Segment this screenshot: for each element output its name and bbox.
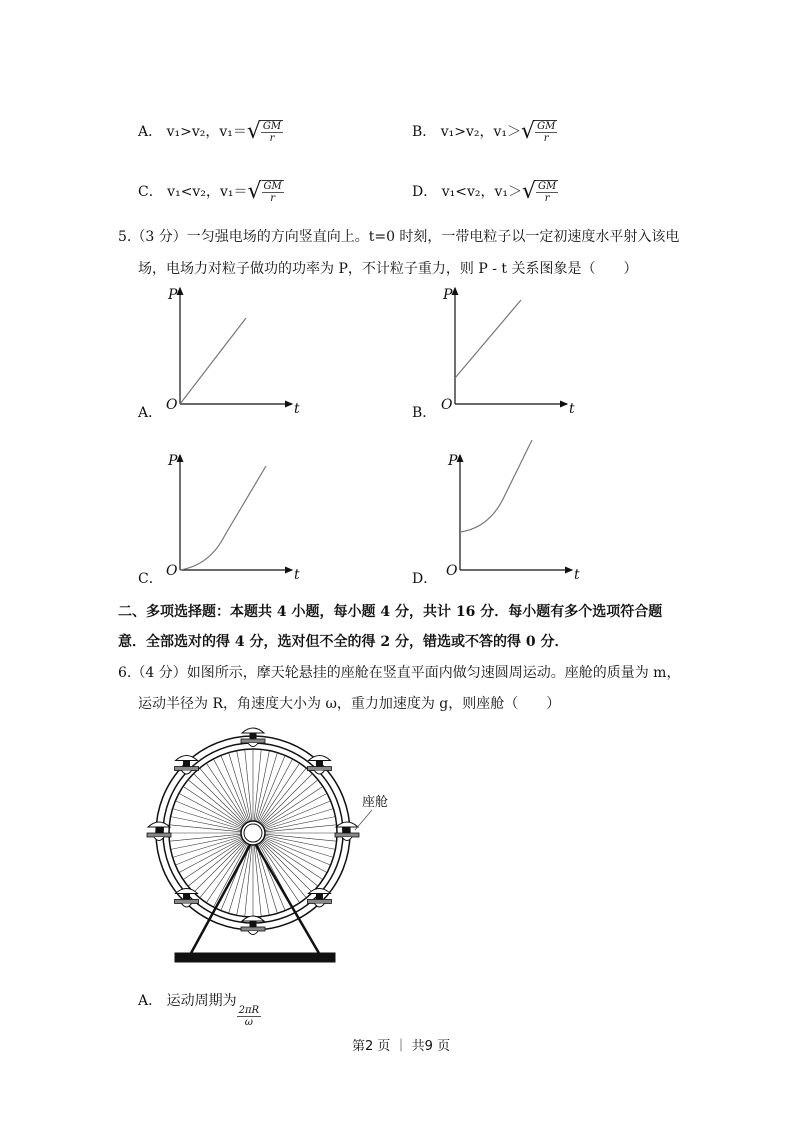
frac-den: ω xyxy=(244,1017,253,1028)
cabin xyxy=(241,916,265,935)
q5-text-line1: 5.（3 分）一匀强电场的方向竖直向上。t=0 时刻，一带电粒子以一定初速度水平射入该电 xyxy=(118,229,680,245)
spoke xyxy=(183,786,243,826)
spoke xyxy=(261,774,312,825)
graph-b xyxy=(455,288,567,404)
graph-c-origin: O xyxy=(166,563,178,579)
option-label: B． xyxy=(412,124,437,140)
q4-option-d: D． v₁<v₂，v₁＞ √ $\frac{GM}{r}$ xyxy=(412,179,557,204)
graph-d-x-label: t xyxy=(574,567,580,583)
graph-a-x-label: t xyxy=(294,401,300,417)
spoke xyxy=(206,763,246,823)
section-2-heading-line1: 二、多项选择题：本题共 4 小题，每小题 4 分，共计 16 分．每小题有多个选项符合题 xyxy=(118,604,663,620)
graph-a-y-label: P xyxy=(168,287,178,303)
spoke xyxy=(263,786,323,826)
q6-text-line1: 6.（4 分）如图所示，摩天轮悬挂的座舱在竖直平面内做匀速圆周运动。座舱的质量为 m， xyxy=(118,665,681,681)
graph-b-x-label: t xyxy=(569,401,575,417)
cabin xyxy=(147,822,171,841)
graph-a-label: A． xyxy=(138,405,163,421)
option-label: A． xyxy=(138,124,163,140)
graph-b-y-label: P xyxy=(443,287,453,303)
spoke xyxy=(206,843,246,903)
graph-b-origin: O xyxy=(441,397,453,413)
graph-d-y-label: P xyxy=(448,453,458,469)
option-text: 运动周期为 xyxy=(166,993,237,1009)
q4-option-c: C． v₁<v₂，v₁＝ √ $\frac{GM}{r}$ xyxy=(138,179,282,204)
option-label: D． xyxy=(412,184,438,200)
spoke xyxy=(260,843,300,903)
option-label: C． xyxy=(138,184,163,200)
spoke xyxy=(194,774,245,825)
option-relation: v₁>v₂，v₁＞ xyxy=(440,124,522,140)
option-label: A． xyxy=(138,993,163,1009)
frac-num: GM xyxy=(538,181,557,192)
graph-c-x-label: t xyxy=(294,567,300,583)
frac-num: GM xyxy=(263,181,282,192)
option-relation: v₁>v₂，v₁＝ xyxy=(166,124,247,140)
cabin xyxy=(307,888,331,907)
graph-d-curve xyxy=(460,440,532,532)
q4-option-a: A． v₁>v₂，v₁＝ √ $\frac{GM}{r}$ xyxy=(138,119,282,144)
frac-den: r xyxy=(543,133,549,144)
graph-a-curve xyxy=(180,318,246,404)
section-2-heading-line2: 意．全部选对的得 4 分，选对但不全的得 2 分，错选或不答的得 0 分． xyxy=(118,634,569,650)
frac-num: GM xyxy=(262,121,282,132)
q6-text-line2: 运动半径为 R，角速度大小为 ω，重力加速度为 g，则座舱（ ） xyxy=(138,696,561,712)
graph-d-label: D． xyxy=(412,571,438,587)
option-relation: v₁<v₂，v₁＞ xyxy=(441,184,522,200)
graph-a xyxy=(180,288,292,404)
ferris-wheel-figure xyxy=(147,728,372,962)
graph-d xyxy=(460,440,572,570)
option-relation: v₁<v₂，v₁＝ xyxy=(167,184,248,200)
frac-den: r xyxy=(544,193,550,204)
q4-option-b: B． v₁>v₂，v₁＞ √ $\frac{GM}{r}$ xyxy=(412,119,556,144)
graph-c-curve xyxy=(180,466,266,570)
graph-a-origin: O xyxy=(166,397,178,413)
graph-c xyxy=(180,455,292,570)
frac-num: 2πR xyxy=(238,1005,260,1016)
q6-option-a xyxy=(138,992,261,1028)
graph-d-origin: O xyxy=(446,563,458,579)
q5-text-line2: 场，电场力对粒子做功的功率为 P，不计粒子重力，则 P - t 关系图象是（ ） xyxy=(138,261,638,277)
spoke xyxy=(260,763,300,823)
graph-c-label: C． xyxy=(138,571,163,587)
graph-b-curve xyxy=(455,300,521,378)
cabin xyxy=(175,888,199,907)
cabin xyxy=(335,822,359,841)
frac-den: r xyxy=(270,193,275,204)
frac-num: GM xyxy=(537,121,556,132)
frac-den: r xyxy=(269,133,275,144)
graph-b-label: B． xyxy=(412,405,437,421)
figure-label-cabin: 座舱 xyxy=(362,795,389,810)
graph-c-y-label: P xyxy=(168,453,178,469)
page-footer: 第2 页 ｜ 共9 页 xyxy=(352,1039,451,1054)
